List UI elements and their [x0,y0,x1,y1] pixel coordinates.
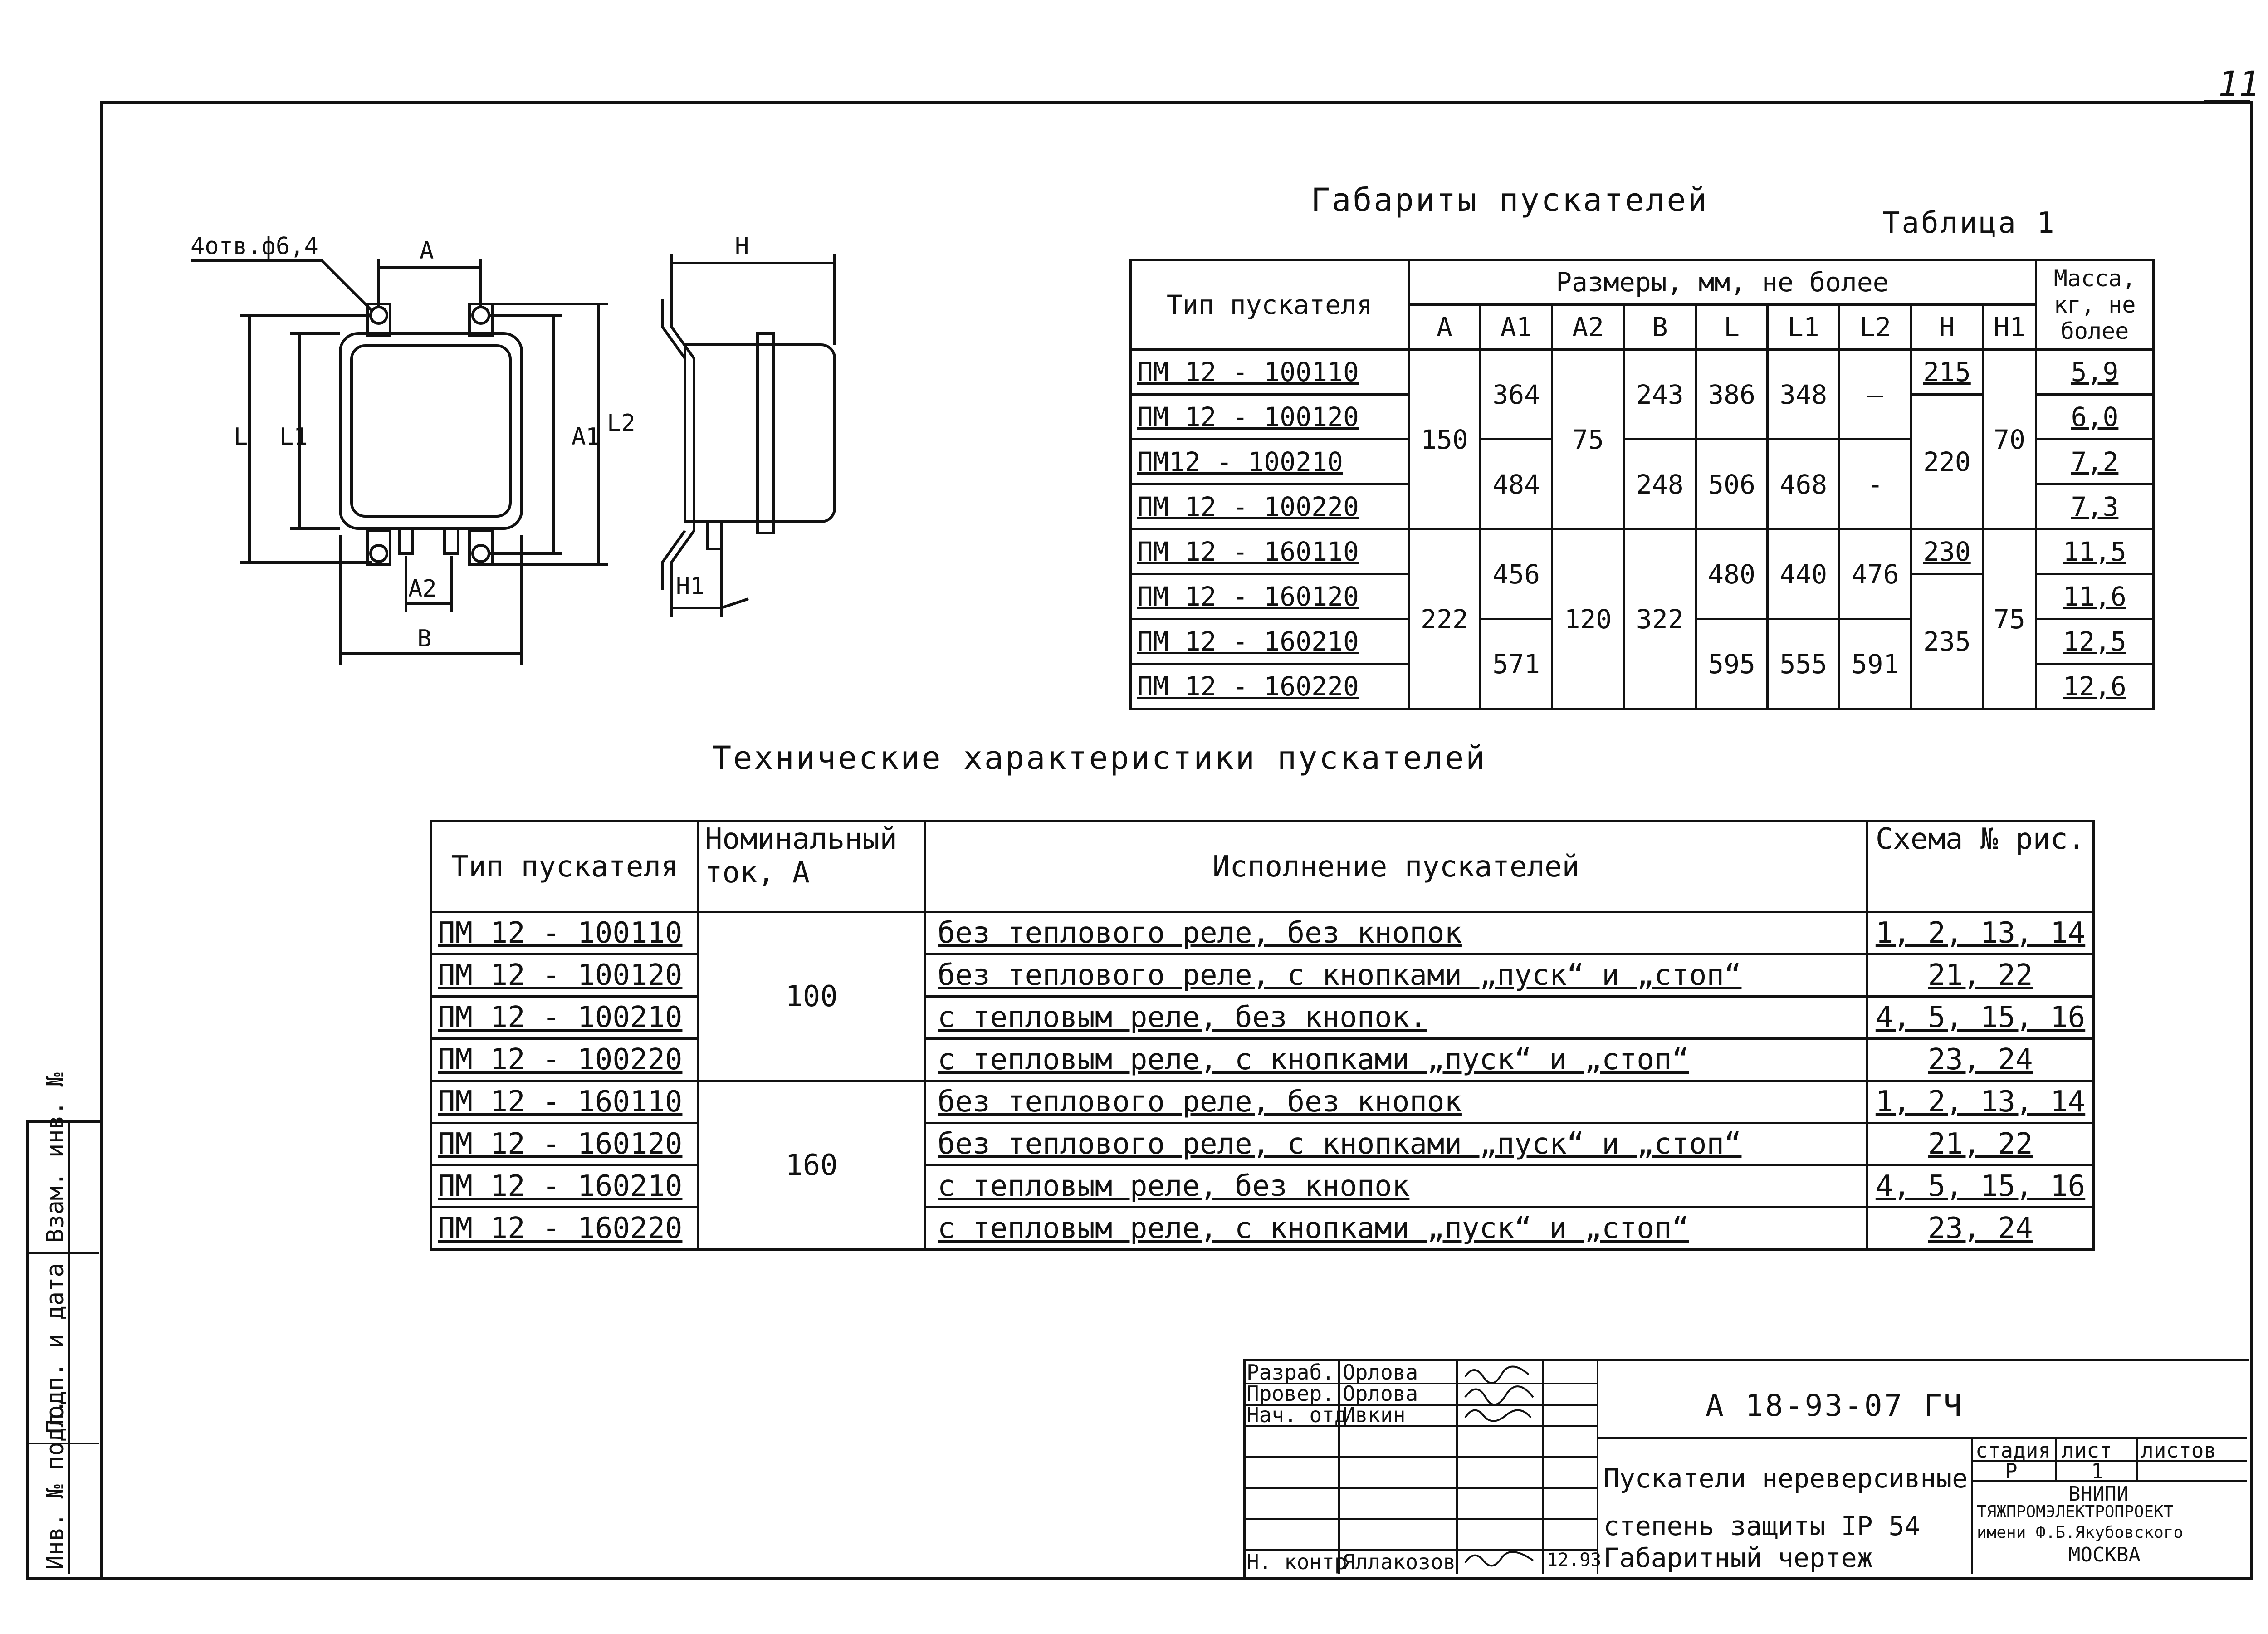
l1-cell: 555 [1768,619,1839,709]
side-stamp-podp-data: Подп. и дата [42,1263,69,1433]
mass-cell: 12,5 [2036,619,2154,664]
signature-icon [1465,1410,1531,1421]
tb-line [1971,1437,1973,1574]
date: 12.93 [1547,1550,1602,1570]
dim-label-h1: Н1 [676,573,704,600]
col-current-header: Номинальный ток, А [699,822,925,912]
role-checker: Провер. [1246,1381,1334,1406]
signature-icon [1465,1367,1529,1383]
h1-cell: 75 [1983,529,2036,709]
type-cell: ПМ 12 - 160210 [1131,619,1409,664]
a1-cell: 456 [1481,529,1552,619]
sub-header: А1 [1481,305,1552,350]
tb-line [1338,1359,1340,1574]
l1-cell: 468 [1768,440,1839,529]
type-cell: ПМ 12 - 100110 [1131,350,1409,395]
l2-cell: 476 [1839,529,1911,619]
l2-cell: 591 [1839,619,1911,709]
mass-cell: 6,0 [2036,395,2154,440]
org-line-1: ВНИПИ [2068,1482,2129,1506]
holes-label: 4отв.ф6,4 [191,233,318,260]
signatures [1461,1361,1540,1572]
scheme-cell: 1, 2, 13, 14 [1867,1081,2094,1123]
signature-icon [1465,1552,1533,1566]
l1-cell: 348 [1768,350,1839,440]
side-divider [26,1252,99,1254]
scheme-cell: 23, 24 [1867,1039,2094,1081]
type-cell: ПМ 12 - 160110 [1131,529,1409,574]
table-row [431,1165,2094,1208]
stage-label: стадия [1975,1438,2051,1463]
dim-label-l: L [234,423,248,450]
a2-cell: 75 [1552,350,1624,529]
table-row [431,1123,2094,1165]
type-cell: ПМ12 - 100210 [1131,440,1409,484]
type-cell: ПМ 12 - 160220 [431,1208,699,1250]
type-cell: ПМ 12 - 160220 [1131,664,1409,709]
tb-line [1243,1487,1597,1489]
mass-cell: 5,9 [2036,350,2154,395]
mass-cell: 7,3 [2036,484,2154,529]
h-cell: 220 [1911,395,1983,529]
table-row [431,1081,2094,1123]
side-stamp-inv-podl: Инв. № подл. [42,1399,69,1570]
front-view-body [340,333,522,528]
sub-header: L [1696,305,1767,350]
l2-cell: — [1839,350,1911,440]
type-cell: ПМ 12 - 100210 [431,997,699,1039]
l-cell: 480 [1696,529,1767,619]
org-line-2: ТЯЖПРОМЭЛЕКТРОПРОЕКТ [1977,1502,2174,1521]
sub-header: Н1 [1983,305,2036,350]
org-line-4: МОСКВА [2068,1543,2141,1566]
front-view-inner [352,346,510,516]
title-line-3: Габаритный чертеж [1603,1542,1873,1573]
sub-header: L2 [1839,305,1911,350]
col-mass-header: Масса, кг, не более [2036,260,2154,350]
tb-line [2055,1437,2057,1480]
mass-cell: 11,5 [2036,529,2154,574]
col-scheme-header: Схема № рис. [1867,822,2094,912]
type-cell: ПМ 12 - 100120 [1131,395,1409,440]
mount-hole-icon [473,307,489,323]
tb-line [1542,1359,1544,1574]
exec-cell: без теплового реле, с кнопками „пуск“ и „стоп“ [925,1123,1867,1165]
a1-cell: 484 [1481,440,1552,529]
tb-line [1243,1456,1597,1458]
characteristics-table [430,820,2095,1251]
type-cell: ПМ 12 - 100120 [431,954,699,997]
scheme-cell: 23, 24 [1867,1208,2094,1250]
sheet-value: 1 [2091,1459,2104,1483]
b-cell: 243 [1624,350,1696,440]
title-line-1: Пускатели нереверсивные [1603,1463,1968,1494]
type-cell: ПМ 12 - 100110 [431,912,699,954]
exec-cell: без теплового реле, без кнопок [925,912,1867,954]
dim-label-h: Н [735,233,749,260]
org-line-3: имени Ф.Б.Якубовского [1977,1523,2184,1542]
col-dims-header: Размеры, мм, не более [1408,260,2036,305]
mount-hole-icon [371,307,387,323]
h-cell: 235 [1911,574,1983,709]
col-type-header: Тип пускателя [1131,260,1409,350]
table-row [431,1208,2094,1250]
dim-label-l1: L1 [279,423,308,450]
l-cell: 386 [1696,350,1767,440]
h-cell: 215 [1911,350,1983,395]
side-stamp-vzam-inv: Взам. инв. № [42,1072,69,1243]
table-row [431,1039,2094,1081]
mount-hole-icon [371,545,387,562]
l-cell: 506 [1696,440,1767,529]
name-developer: Орлова [1343,1360,1418,1384]
l2-cell: - [1839,440,1911,529]
b-cell: 322 [1624,529,1696,709]
tb-line [1597,1359,1598,1574]
page-number-underline [2204,100,2250,103]
sub-header: В [1624,305,1696,350]
current-cell: 100 [699,912,925,1081]
dim-label-a2: А2 [408,575,437,602]
dim-label-a1: А1 [572,423,600,450]
scheme-cell: 21, 22 [1867,954,2094,997]
h-cell: 230 [1911,529,1983,574]
col-exec-header: Исполнение пускателей [925,822,1867,912]
table1-heading: Габариты пускателей [1311,181,1709,219]
type-cell: ПМ 12 - 160110 [431,1081,699,1123]
scheme-cell: 4, 5, 15, 16 [1867,997,2094,1039]
b-cell: 248 [1624,440,1696,529]
a1-cell: 364 [1481,350,1552,440]
exec-cell: с тепловым реле, без кнопок [925,1165,1867,1208]
role-norm-control: Н. контр. [1246,1550,1360,1574]
name-norm-control: Яллакозов [1343,1550,1456,1574]
exec-cell: без теплового реле, с кнопками „пуск“ и „стоп“ [925,954,1867,997]
table-row [1131,529,2154,574]
scheme-cell: 1, 2, 13, 14 [1867,912,2094,954]
stage-value: Р [2005,1459,2018,1483]
table1-caption: Таблица 1 [1882,206,2056,240]
type-cell: ПМ 12 - 160120 [1131,574,1409,619]
page-number: 11 [2218,64,2260,104]
table-row [1131,350,2154,395]
sub-header: Н [1911,305,1983,350]
type-cell: ПМ 12 - 160210 [431,1165,699,1208]
sheets-label: листов [2141,1438,2217,1463]
name-checker: Орлова [1343,1381,1418,1406]
table-row [431,912,2094,954]
l1-cell: 440 [1768,529,1839,619]
dim-label-b: В [417,625,432,652]
role-head: Нач. отд. [1246,1403,1360,1427]
mass-cell: 12,6 [2036,664,2154,709]
dim-label-l2: L2 [607,410,635,437]
sub-header: L1 [1768,305,1839,350]
tb-line [2136,1437,2138,1480]
role-developer: Разраб. [1246,1360,1334,1384]
scheme-cell: 21, 22 [1867,1123,2094,1165]
tb-line [1456,1359,1458,1574]
exec-cell: с тепловым реле, с кнопками „пуск“ и „стоп“ [925,1039,1867,1081]
a-cell: 150 [1408,350,1480,529]
tb-line [1243,1518,1597,1520]
exec-cell: с тепловым реле, с кнопками „пуск“ и „стоп“ [925,1208,1867,1250]
a2-cell: 120 [1552,529,1624,709]
h1-cell: 70 [1983,350,2036,529]
type-cell: ПМ 12 - 160120 [431,1123,699,1165]
mass-cell: 7,2 [2036,440,2154,484]
title-line-2: степень защиты IP 54 [1603,1511,1921,1541]
table2-heading: Технические характеристики пускателей [712,739,1487,777]
mount-hole-icon [473,545,489,562]
dimensions-table [1129,259,2155,710]
col-type-header: Тип пускателя [431,822,699,912]
starter-outline-drawing [172,218,898,717]
name-head: Ивкин [1343,1403,1406,1427]
mass-cell: 11,6 [2036,574,2154,619]
exec-cell: с тепловым реле, без кнопок. [925,997,1867,1039]
signature-icon [1465,1386,1533,1404]
type-cell: ПМ 12 - 100220 [431,1039,699,1081]
l-cell: 595 [1696,619,1767,709]
table-row [431,954,2094,997]
dim-label-a: А [420,237,434,264]
type-cell: ПМ 12 - 100220 [1131,484,1409,529]
document-code: А 18-93-07 ГЧ [1706,1388,1964,1423]
a-cell: 222 [1408,529,1480,709]
scheme-cell: 4, 5, 15, 16 [1867,1165,2094,1208]
current-cell: 160 [699,1081,925,1250]
exec-cell: без теплового реле, без кнопок [925,1081,1867,1123]
sheet-label: лист [2062,1438,2112,1463]
table-row [431,997,2094,1039]
sub-header: А2 [1552,305,1624,350]
sub-header: А [1408,305,1480,350]
a1-cell: 571 [1481,619,1552,709]
